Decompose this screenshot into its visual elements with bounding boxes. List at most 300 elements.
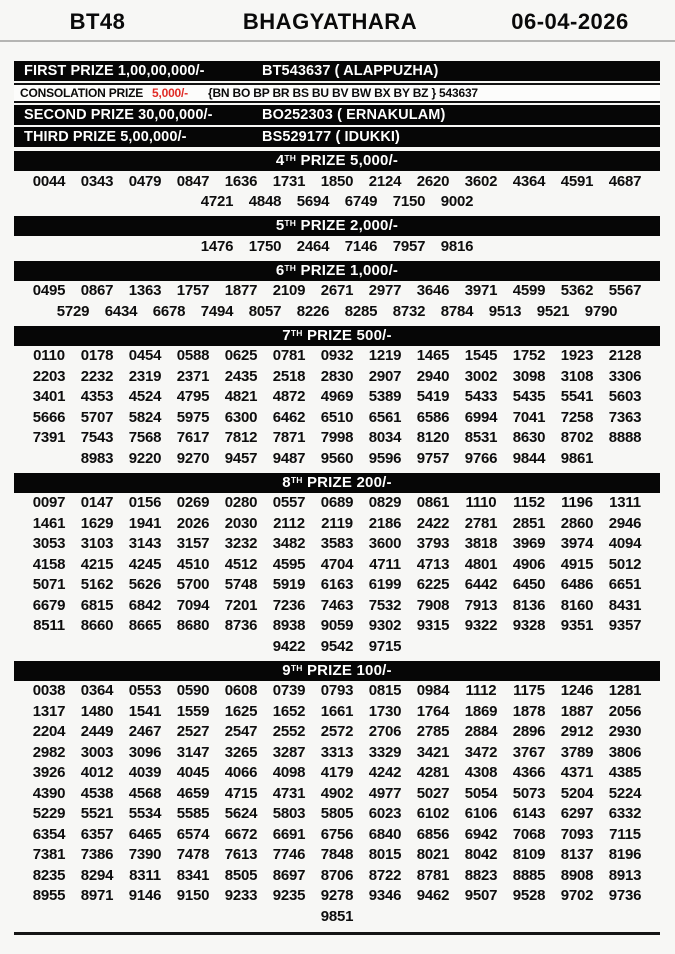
winning-number: 3329 [368,743,402,761]
winning-number: 2982 [32,743,66,761]
winning-number: 2119 [321,514,353,532]
winning-number: 8781 [416,866,450,884]
winning-number: 2128 [608,347,642,365]
winning-number: 8226 [296,302,330,320]
winning-number: 9528 [512,887,546,905]
winning-number: 9521 [536,302,570,320]
winning-number: 3793 [416,535,450,553]
winning-number: 4848 [248,193,282,211]
winning-number: 9560 [320,449,354,467]
winning-number: 7386 [80,846,114,864]
winning-number: 7258 [560,408,594,426]
winning-number: 1731 [272,172,306,190]
winning-number: 9542 [320,637,354,655]
winning-numbers-row [14,763,660,784]
winning-number: 6651 [608,576,642,594]
winning-number: 3287 [272,743,306,761]
winning-number: 6691 [272,825,306,843]
winning-number: 3421 [416,743,450,761]
winning-number: 1764 [416,702,450,720]
winning-number: 1869 [464,702,498,720]
winning-number: 4915 [560,555,594,573]
winning-number: 2946 [608,514,642,532]
winning-number: 6300 [224,408,258,426]
winning-number: 1941 [128,514,162,532]
winning-number: 8660 [80,617,114,635]
winning-number: 3157 [176,535,210,553]
winning-number: 8057 [248,302,282,320]
winning-numbers-row [14,804,660,825]
winning-number: 8983 [80,449,114,467]
prize-ordinal-suffix: TH [284,153,297,163]
winning-number: 8109 [512,846,546,864]
winning-number: 9715 [368,637,402,655]
winning-numbers-row [14,722,660,743]
winning-numbers-row [14,192,660,213]
winning-number: 1541 [128,702,162,720]
consolation-prize-label: CONSOLATION PRIZE [20,86,144,100]
winning-number: 9315 [416,617,450,635]
winning-number: 7543 [80,429,114,447]
winning-numbers-row [14,616,660,637]
winning-number: 8015 [368,846,402,864]
consolation-prize-row [14,83,660,103]
prize-section-header [14,151,660,171]
winning-number: 2706 [368,723,402,741]
winning-number: 5054 [464,784,498,802]
winning-number: 7478 [176,846,210,864]
winning-number: 8341 [176,866,210,884]
winning-number: 4390 [32,784,66,802]
winning-number: 6462 [272,408,306,426]
winning-number: 0984 [416,682,450,700]
winning-number: 6332 [608,805,642,823]
winning-numbers-row [14,824,660,845]
winning-number: 1750 [248,237,282,255]
winning-number: 1219 [368,347,402,365]
winning-number: 1480 [80,702,114,720]
winning-number: 8137 [560,846,594,864]
winning-number: 5534 [128,805,162,823]
winning-number: 3265 [224,743,258,761]
winning-number: 4353 [80,388,114,406]
prize-ordinal: 5 [275,217,285,234]
consolation-prize-series: {BN BO BP BR BS BU BV BW BX BY BZ } 543637 [208,86,478,100]
winning-number: 9766 [464,449,498,467]
winning-number: 3472 [464,743,498,761]
winning-number: 5362 [560,282,594,300]
winning-number: 4906 [512,555,546,573]
winning-number: 5824 [128,408,162,426]
winning-number: 5521 [80,805,114,823]
winning-number: 7848 [320,846,354,864]
prize-section-title: PRIZE 100/- [302,661,392,679]
winning-number: 9328 [512,617,546,635]
prize-section-5th [14,216,660,257]
winning-numbers-row [14,387,660,408]
winning-number: 6023 [368,805,402,823]
winning-number: 8697 [272,866,306,884]
winning-number: 0495 [32,282,66,300]
prize-ordinal: 6 [275,261,285,279]
winning-number: 5919 [272,576,306,594]
winning-number: 8736 [224,617,258,635]
prize-ordinal: 4 [275,152,285,169]
winning-number: 4512 [224,555,258,573]
winning-number: 1625 [224,702,258,720]
winning-number: 8908 [560,866,594,884]
winning-number: 6756 [320,825,354,843]
prize-section-title: PRIZE 200/- [302,473,392,491]
winning-number: 0932 [320,347,354,365]
winning-number: 5748 [224,576,258,594]
winning-number: 1661 [320,702,354,720]
winning-number: 1629 [80,514,114,532]
winning-number: 6297 [560,805,594,823]
prize-ordinal: 7 [282,326,291,344]
winning-number: 3143 [128,535,162,553]
winning-number: 2435 [224,367,258,385]
prize-ordinal: 8 [282,473,291,491]
winning-number: 9059 [320,617,354,635]
winning-number: 2124 [368,172,402,190]
winning-numbers-row [14,681,660,702]
prize-section-title: PRIZE 5,000/- [296,152,399,169]
winning-number: 0781 [272,347,306,365]
winning-number: 8971 [80,887,114,905]
winning-number: 2030 [224,514,258,532]
winning-number: 9278 [320,887,354,905]
prize-section-header [14,326,660,346]
winning-number: 7568 [128,429,162,447]
winning-number: 4039 [128,764,162,782]
winning-number: 2977 [368,282,402,300]
prize-section-header [14,261,660,281]
winning-numbers-row [14,407,660,428]
winning-number: 1730 [368,702,402,720]
winning-number: 3103 [80,535,114,553]
winning-number: 2056 [608,702,642,720]
prize-section-9th [14,661,660,927]
winning-number: 2930 [608,723,642,741]
winning-numbers-row [14,493,660,514]
winning-number: 6672 [224,825,258,843]
winning-number: 1317 [32,702,66,720]
winning-number: 9702 [560,887,594,905]
winning-numbers-row [14,575,660,596]
winning-number: 4045 [176,764,210,782]
winning-number: 7390 [128,846,162,864]
winning-number: 2232 [80,367,114,385]
winning-number: 0553 [128,682,162,700]
prize-ordinal: 9 [282,661,291,679]
winning-number: 3971 [464,282,498,300]
winning-number: 3806 [608,743,642,761]
winning-number: 3789 [560,743,594,761]
winning-number: 1311 [609,494,641,512]
prize-section-6th [14,261,660,322]
winning-number: 0590 [176,682,210,700]
winning-number: 9146 [128,887,162,905]
winning-number: 4659 [176,784,210,802]
winning-number: 2112 [273,514,305,532]
winning-number: 7913 [464,596,498,614]
winning-number: 6442 [464,576,498,594]
winning-number: 9302 [368,617,402,635]
winning-number: 4591 [560,172,594,190]
winning-number: 3646 [416,282,450,300]
winning-number: 0588 [176,347,210,365]
winning-number: 8702 [560,429,594,447]
winning-number: 4599 [512,282,546,300]
winning-number: 6586 [416,408,450,426]
draw-code: BT48 [69,9,126,34]
winning-number: 6163 [320,576,354,594]
winning-numbers-row [14,513,660,534]
winning-number: 3002 [464,367,498,385]
winning-number: 1281 [608,682,642,700]
winning-number: 9351 [560,617,594,635]
prize-ordinal-suffix: TH [284,262,297,273]
prize-section-header [14,661,660,681]
winning-number: 4281 [416,764,450,782]
winning-number: 5435 [512,388,546,406]
winning-number: 7617 [176,429,210,447]
winning-number: 7363 [608,408,642,426]
second-prize-label: SECOND PRIZE 30,00,000/- [24,107,213,123]
lottery-name: BHAGYATHARA [242,9,418,34]
winning-number: 3053 [32,535,66,553]
winning-number: 8630 [512,429,546,447]
winning-number: 1636 [224,172,258,190]
winning-number: 5626 [128,576,162,594]
winning-number: 4687 [608,172,642,190]
winning-numbers-row [14,346,660,367]
winning-number: 0110 [33,347,65,365]
winning-number: 2527 [176,723,210,741]
winning-number: 1465 [416,347,450,365]
winning-number: 2186 [368,514,402,532]
winning-number: 1175 [513,682,545,700]
winning-number: 4158 [32,555,66,573]
winning-number: 4969 [320,388,354,406]
winning-number: 4098 [272,764,306,782]
winning-number: 7068 [512,825,546,843]
winning-number: 7150 [392,193,426,211]
winning-number: 2851 [512,514,546,532]
winning-number: 3600 [368,535,402,553]
winning-number: 7746 [272,846,306,864]
winning-number: 3108 [560,367,594,385]
winning-number: 2572 [320,723,354,741]
winning-number: 8680 [176,617,210,635]
winning-number: 4012 [80,764,114,782]
winning-number: 5975 [176,408,210,426]
page-header [0,0,675,42]
winning-numbers-row [14,742,660,763]
winning-number: 4715 [224,784,258,802]
winning-number: 5162 [80,576,114,594]
winning-number: 1152 [513,494,545,512]
winning-number: 2026 [176,514,210,532]
winning-numbers-row [14,554,660,575]
winning-number: 3482 [272,535,306,553]
winning-number: 7957 [392,237,426,255]
winning-number: 4510 [176,555,210,573]
winning-number: 1752 [512,347,546,365]
winning-number: 8136 [512,596,546,614]
winning-number: 6357 [80,825,114,843]
winning-numbers-row [14,428,660,449]
winning-number: 2449 [80,723,114,741]
prize-section-title: PRIZE 2,000/- [296,217,399,234]
winning-number: 3767 [512,743,546,761]
winning-number: 0044 [32,172,66,190]
winning-number: 1877 [224,282,258,300]
winning-number: 9757 [416,449,450,467]
winning-number: 5585 [176,805,210,823]
winning-number: 7391 [32,429,66,447]
winning-number: 6994 [464,408,498,426]
winning-number: 6465 [128,825,162,843]
winning-number: 4568 [128,784,162,802]
prize-ordinal-suffix: TH [284,218,297,228]
winning-number: 7494 [200,302,234,320]
winning-number: 6450 [512,576,546,594]
winning-number: 2371 [176,367,210,385]
winning-number: 2422 [416,514,450,532]
winning-number: 7094 [176,596,210,614]
winning-number: 8294 [80,866,114,884]
winning-numbers-row [14,886,660,907]
winning-number: 2896 [512,723,546,741]
winning-number: 5071 [32,576,66,594]
winning-number: 7041 [512,408,546,426]
winning-number: 0815 [368,682,402,700]
lower-prize-sections [14,151,660,927]
winning-number: 7146 [344,237,378,255]
winning-number: 0479 [128,172,162,190]
winning-numbers-row [14,366,660,387]
winning-number: 7381 [32,846,66,864]
winning-number: 0038 [32,682,66,700]
winning-number: 1887 [560,702,594,720]
winning-number: 5694 [296,193,330,211]
winning-number: 0739 [272,682,306,700]
winning-number: 9487 [272,449,306,467]
winning-number: 4801 [464,555,498,573]
winning-number: 7115 [609,825,641,843]
winning-number: 8311 [129,866,161,884]
results-content [14,42,660,935]
winning-number: 5567 [608,282,642,300]
winning-number: 2912 [560,723,594,741]
winning-number: 6840 [368,825,402,843]
winning-number: 4385 [608,764,642,782]
winning-number: 1878 [512,702,546,720]
winning-number: 0269 [176,494,210,512]
winning-number: 4821 [224,388,258,406]
winning-numbers-row [14,865,660,886]
winning-number: 0793 [320,682,354,700]
winning-number: 4977 [368,784,402,802]
winning-number: 9596 [368,449,402,467]
winning-number: 4364 [512,172,546,190]
winning-number: 8505 [224,866,258,884]
winning-numbers-row [14,906,660,927]
winning-number: 9220 [128,449,162,467]
winning-number: 6510 [320,408,354,426]
winning-number: 5229 [32,805,66,823]
winning-number: 4179 [320,764,354,782]
winning-number: 9150 [176,887,210,905]
winning-numbers-row [14,301,660,322]
winning-number: 6574 [176,825,210,843]
winning-number: 9507 [464,887,498,905]
winning-number: 2620 [416,172,450,190]
winning-number: 1461 [32,514,66,532]
winning-number: 6856 [416,825,450,843]
winning-number: 3232 [224,535,258,553]
winning-number: 9851 [320,907,354,925]
winning-number: 7998 [320,429,354,447]
bottom-divider [14,932,660,935]
winning-numbers-row [14,636,660,657]
winning-number: 5389 [368,388,402,406]
winning-number: 5700 [176,576,210,594]
winning-number: 0867 [80,282,114,300]
winning-number: 4595 [272,555,306,573]
prize-section-title: PRIZE 500/- [302,326,392,344]
winning-number: 1757 [176,282,210,300]
winning-number: 2203 [32,367,66,385]
winning-number: 2109 [272,282,306,300]
winning-number: 8888 [608,429,642,447]
winning-number: 1196 [561,494,593,512]
winning-number: 2518 [272,367,306,385]
winning-number: 6678 [152,302,186,320]
winning-number: 6942 [464,825,498,843]
winning-number: 0557 [272,494,306,512]
winning-number: 4094 [608,535,642,553]
winning-number: 8823 [464,866,498,884]
winning-number: 9462 [416,887,450,905]
winning-number: 3003 [80,743,114,761]
winning-number: 2547 [224,723,258,741]
winning-number: 2319 [128,367,162,385]
winning-number: 5224 [608,784,642,802]
winning-number: 1363 [128,282,162,300]
winning-number: 6815 [80,596,114,614]
winning-number: 2830 [320,367,354,385]
winning-number: 3583 [320,535,354,553]
winning-number: 9357 [608,617,642,635]
prize-section-header [14,216,660,236]
winning-number: 0861 [416,494,450,512]
winning-number: 5204 [560,784,594,802]
winning-number: 4242 [368,764,402,782]
winning-number: 9235 [272,887,306,905]
prize-section-7th [14,326,660,469]
winning-number: 8938 [272,617,306,635]
third-prize-winner: BS529177 ( IDUKKI) [262,129,400,145]
winning-number: 3602 [464,172,498,190]
winning-number: 4713 [416,555,450,573]
winning-number: 8511 [33,617,65,635]
winning-number: 9844 [512,449,546,467]
winning-number: 1559 [176,702,210,720]
winning-number: 6106 [464,805,498,823]
